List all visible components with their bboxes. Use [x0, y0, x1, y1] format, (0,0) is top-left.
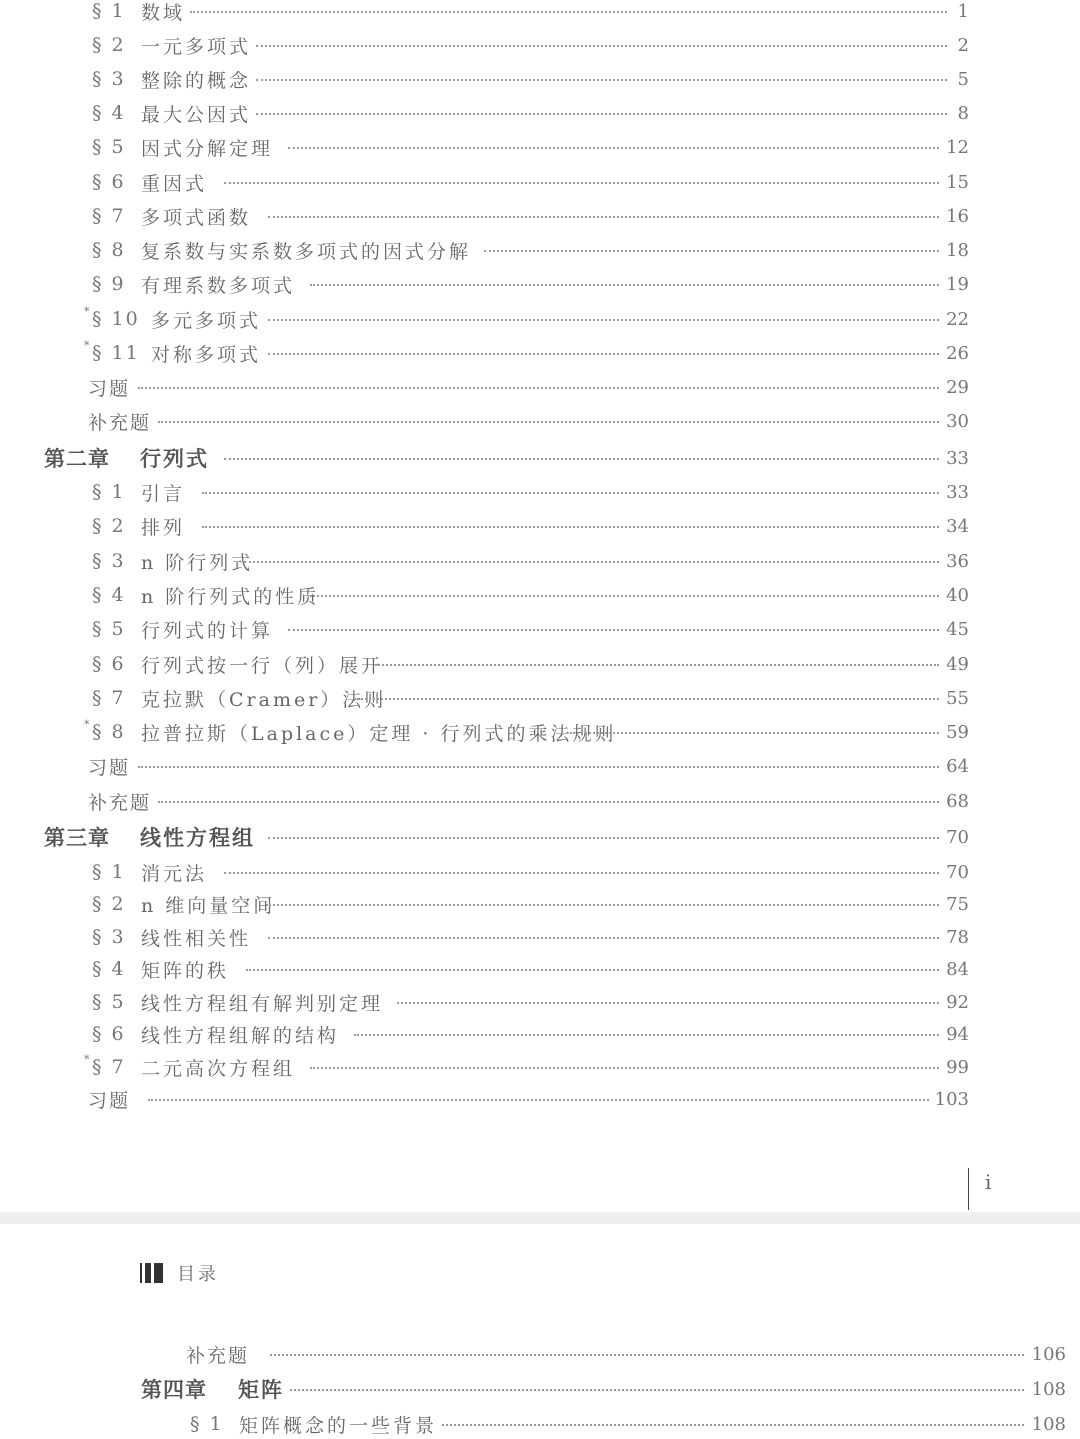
- page-number: 19: [946, 273, 969, 295]
- section-number: § 9: [92, 273, 126, 295]
- toc-entry: [0, 987, 969, 1017]
- entry-title: 克拉默（Cramer）法则: [141, 688, 387, 711]
- entry-title: 消元法: [141, 862, 208, 885]
- entry-title: 习题: [88, 377, 131, 400]
- entry-title: 补充题: [88, 411, 152, 434]
- dot-leader: [268, 353, 939, 355]
- section-number: § 6: [92, 1023, 126, 1045]
- page-number: 16: [946, 205, 969, 227]
- dot-leader: [158, 801, 939, 803]
- page-number: 94: [946, 1023, 969, 1045]
- header-bars-icon: [140, 1263, 163, 1283]
- section-number: § 1: [190, 1413, 224, 1435]
- entry-title: 复系数与实系数多项式的因式分解: [141, 240, 472, 263]
- entry-title: 线性方程组解的结构: [141, 1024, 340, 1047]
- optional-marker: *: [84, 305, 90, 318]
- section-number: § 6: [92, 171, 126, 193]
- section-number: § 3: [92, 550, 126, 572]
- page-number: 78: [946, 926, 969, 948]
- entry-title: 有理系数多项式: [141, 274, 296, 297]
- toc-entry: [0, 0, 969, 26]
- page-number: 75: [946, 893, 969, 915]
- page-number: 30: [946, 410, 969, 432]
- page-number: 29: [946, 376, 969, 398]
- chapter-title: 矩阵: [238, 1377, 284, 1402]
- dot-leader: [224, 458, 939, 460]
- section-number: § 1: [92, 861, 126, 883]
- entry-title: 整除的概念: [141, 69, 252, 92]
- page-number: 103: [934, 1088, 969, 1110]
- page-gap: [0, 1212, 1080, 1224]
- toc-entry: [0, 922, 969, 952]
- dot-leader: [288, 629, 939, 631]
- page-number: 108: [1031, 1413, 1066, 1435]
- dot-leader: [148, 1099, 929, 1101]
- dot-leader: [310, 284, 939, 286]
- page-number: 84: [946, 958, 969, 980]
- toc-entry: [0, 683, 969, 713]
- toc-entry: [0, 857, 969, 887]
- section-number: § 10: [92, 308, 140, 330]
- section-number: § 11: [92, 342, 140, 364]
- entry-title: 排列: [141, 516, 186, 539]
- chapter-number: 第四章: [141, 1377, 207, 1402]
- toc-entry: [0, 30, 969, 60]
- toc-entry: [0, 954, 969, 984]
- entry-title: 补充题: [186, 1344, 250, 1367]
- page-number: 18: [946, 239, 969, 261]
- dot-leader: [266, 904, 939, 906]
- toc-entry: [0, 64, 969, 94]
- toc-entry: [0, 580, 969, 610]
- dot-leader: [256, 45, 947, 47]
- dot-leader: [224, 872, 939, 874]
- dot-leader: [375, 664, 939, 666]
- optional-marker: *: [84, 718, 90, 731]
- entry-title: 习题: [88, 756, 131, 779]
- dot-leader: [268, 319, 939, 321]
- entry-title: 多元多项式: [151, 309, 262, 332]
- entry-title: 行列式按一行（列）展开: [141, 654, 384, 677]
- section-number: § 5: [92, 136, 126, 158]
- entry-title: 补充题: [88, 791, 152, 814]
- section-number: § 5: [92, 618, 126, 640]
- dot-leader: [397, 1002, 939, 1004]
- toc-entry: [0, 98, 969, 128]
- dot-leader: [202, 492, 939, 494]
- entry-title: 二元高次方程组: [141, 1057, 296, 1080]
- section-number: § 4: [92, 102, 126, 124]
- dot-leader: [268, 216, 939, 218]
- page-number: 40: [946, 584, 969, 606]
- toc-entry: [0, 546, 969, 576]
- section-number: § 2: [92, 893, 126, 915]
- section-number: § 3: [92, 68, 126, 90]
- page-number-rule: [968, 1168, 969, 1210]
- toc-entry: [0, 167, 969, 197]
- toc-entry: [0, 1409, 1066, 1439]
- entry-title: 多项式函数: [141, 206, 252, 229]
- page-number: 33: [946, 447, 969, 469]
- dot-leader: [256, 79, 947, 81]
- toc-entry: [0, 889, 969, 919]
- page-number: 26: [946, 342, 969, 364]
- section-number: § 3: [92, 926, 126, 948]
- dot-leader: [270, 1354, 1024, 1356]
- entry-title: 数域: [141, 1, 186, 24]
- entry-title: 对称多项式: [151, 343, 262, 366]
- toc-entry: [0, 477, 969, 507]
- entry-title: n 维向量空间: [141, 894, 276, 917]
- chapter-number: 第二章: [44, 446, 110, 471]
- toc-entry: [0, 1084, 969, 1114]
- dot-leader: [442, 1424, 1024, 1426]
- dot-leader: [256, 113, 947, 115]
- dot-leader: [268, 937, 939, 939]
- dot-leader: [354, 1034, 939, 1036]
- page-number: 99: [946, 1056, 969, 1078]
- toc-entry: [0, 269, 969, 299]
- toc-entry: [0, 235, 969, 265]
- chapter-entry: [0, 822, 969, 852]
- toc-entry: [0, 786, 969, 816]
- dot-leader: [244, 561, 939, 563]
- dot-leader: [310, 595, 939, 597]
- entry-title: n 阶行列式: [141, 551, 254, 574]
- dot-leader: [268, 837, 939, 839]
- toc-entry: [0, 1019, 969, 1049]
- folio-number: i: [985, 1170, 992, 1194]
- entry-title: 线性相关性: [141, 927, 252, 950]
- page-number: 15: [946, 171, 969, 193]
- entry-title: n 阶行列式的性质: [141, 585, 320, 608]
- section-number: § 6: [92, 653, 126, 675]
- page-number: 36: [946, 550, 969, 572]
- dot-leader: [290, 1389, 1024, 1391]
- dot-leader: [310, 1067, 939, 1069]
- toc-entry: [0, 201, 969, 231]
- page-number: 59: [946, 721, 969, 743]
- dot-leader: [138, 766, 939, 768]
- entry-title: 最大公因式: [141, 103, 252, 126]
- toc-entry: [0, 751, 969, 781]
- entry-title: 矩阵概念的一些背景: [239, 1414, 438, 1437]
- entry-title: 一元多项式: [141, 35, 252, 58]
- page-number: 22: [946, 308, 969, 330]
- toc-entry: [0, 304, 969, 334]
- entry-title: 重因式: [141, 172, 208, 195]
- dot-leader: [484, 250, 939, 252]
- entry-title: 拉普拉斯（Laplace）定理 · 行列式的乘法规则: [141, 722, 617, 745]
- dot-leader: [354, 698, 939, 700]
- toc-page-2: [0, 1224, 1080, 1439]
- dot-leader: [158, 421, 939, 423]
- page-number: 108: [1031, 1378, 1066, 1400]
- section-number: § 4: [92, 958, 126, 980]
- toc-entry: [0, 1052, 969, 1082]
- toc-entry: [0, 338, 969, 368]
- section-number: § 5: [92, 991, 126, 1013]
- optional-marker: *: [84, 339, 90, 352]
- running-header: [140, 1260, 219, 1286]
- section-number: § 2: [92, 34, 126, 56]
- dot-leader: [138, 387, 939, 389]
- page-number: 68: [946, 790, 969, 812]
- page-number: 45: [946, 618, 969, 640]
- page-number: 106: [1031, 1343, 1066, 1365]
- section-number: § 8: [92, 239, 126, 261]
- chapter-number: 第三章: [44, 825, 110, 850]
- toc-entry: [0, 372, 969, 402]
- page-number: 70: [946, 826, 969, 848]
- dot-leader: [246, 969, 939, 971]
- page-number: 34: [946, 515, 969, 537]
- page-number: 12: [946, 136, 969, 158]
- entry-title: 引言: [141, 482, 186, 505]
- page-number: 55: [946, 687, 969, 709]
- dot-leader: [224, 182, 939, 184]
- page-number: 92: [946, 991, 969, 1013]
- dot-leader: [288, 147, 939, 149]
- toc-entry: [0, 1339, 1066, 1369]
- entry-title: 线性方程组有解判别定理: [141, 992, 384, 1015]
- page-number: 2: [957, 34, 969, 56]
- entry-title: 因式分解定理: [141, 137, 274, 160]
- toc-entry: [0, 614, 969, 644]
- toc-entry: [0, 511, 969, 541]
- section-number: § 7: [92, 1056, 126, 1078]
- toc-entry: [0, 406, 969, 436]
- page-number: 1: [957, 0, 969, 22]
- toc-entry: [0, 717, 969, 747]
- dot-leader: [570, 732, 939, 734]
- running-header-title: 目录: [177, 1264, 219, 1285]
- section-number: § 1: [92, 481, 126, 503]
- toc-entry: [0, 649, 969, 679]
- chapter-title: 行列式: [140, 446, 209, 471]
- page-number: 64: [946, 755, 969, 777]
- section-number: § 8: [92, 721, 126, 743]
- entry-title: 习题: [88, 1089, 131, 1112]
- section-number: § 7: [92, 687, 126, 709]
- toc-entry: [0, 132, 969, 162]
- section-number: § 4: [92, 584, 126, 606]
- chapter-entry: [0, 443, 969, 473]
- page-number: 8: [957, 102, 969, 124]
- section-number: § 2: [92, 515, 126, 537]
- chapter-entry: [0, 1374, 1066, 1404]
- entry-title: 行列式的计算: [141, 619, 274, 642]
- section-number: § 7: [92, 205, 126, 227]
- page-number: 5: [957, 68, 969, 90]
- page-number: 49: [946, 653, 969, 675]
- page-number: 33: [946, 481, 969, 503]
- dot-leader: [202, 526, 939, 528]
- chapter-title: 线性方程组: [140, 825, 255, 850]
- section-number: § 1: [92, 0, 126, 22]
- entry-title: 矩阵的秩: [141, 959, 230, 982]
- optional-marker: *: [84, 1053, 90, 1066]
- page-number: 70: [946, 861, 969, 883]
- dot-leader: [190, 11, 947, 13]
